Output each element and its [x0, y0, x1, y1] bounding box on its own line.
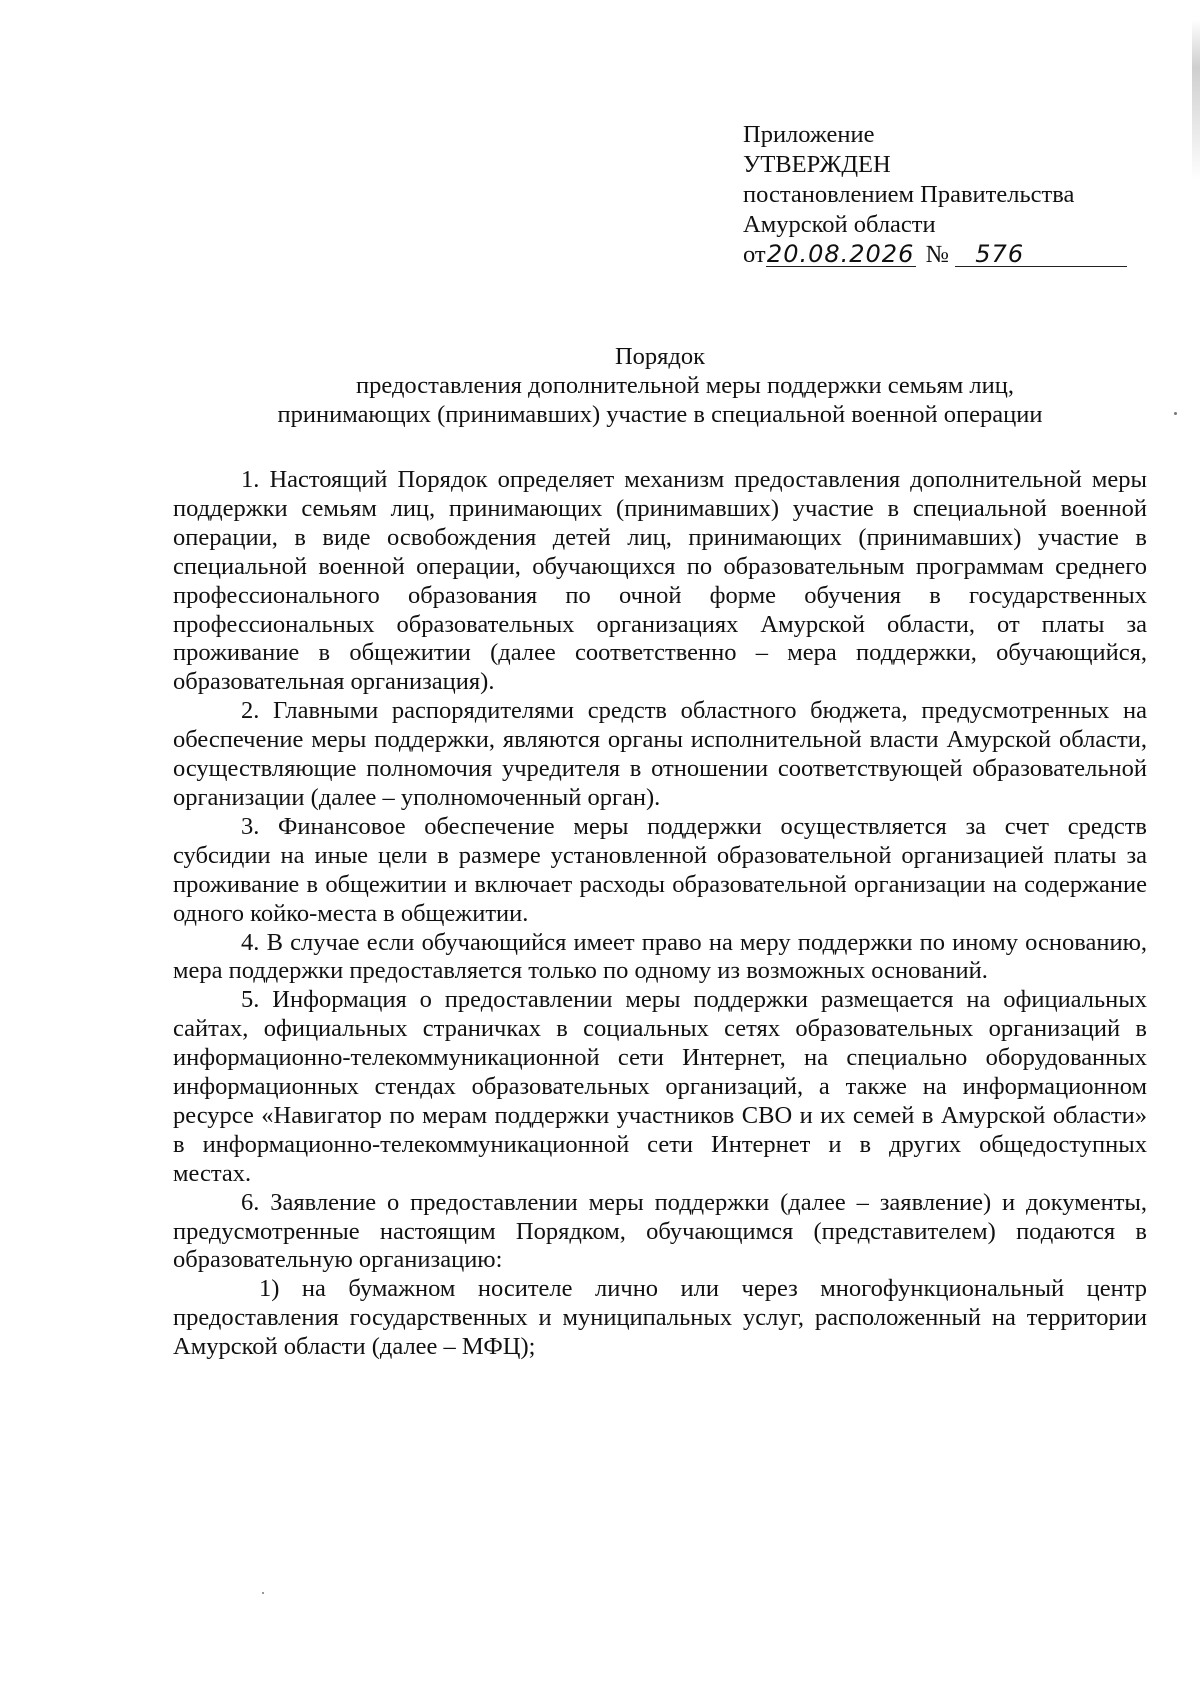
paragraph-4: 4. В случае если обучающийся имеет право на меру поддержки по иному основанию, мера поддержки предоставляется только по одному из возможных оснований.	[173, 928, 1147, 985]
approval-stamp-block	[743, 120, 1123, 274]
approval-date-number-line	[743, 240, 1123, 274]
handwritten-date: 20.08.2026	[766, 240, 915, 268]
title-line-2: предоставления дополнительной меры поддержки семьям лиц,	[356, 372, 1014, 399]
document-body	[173, 466, 1147, 1362]
scan-speck	[1174, 412, 1177, 415]
number-label: №	[925, 241, 950, 268]
paragraph-3: 3. Финансовое обеспечение меры поддержки осуществляется за счет средств субсидии на иные цели в размере установленной образовательной организацией платы за проживание в общежитии и включает расходы образовательной организации на содержание одного койко-места в общежитии.	[173, 812, 1147, 927]
title-line-3: принимающих (принимавших) участие в специальной военной операции	[277, 401, 1043, 428]
approval-line-region: Амурской области	[743, 211, 936, 238]
paragraph-1: 1. Настоящий Порядок определяет механизм предоставления дополнительной меры поддержки семьям лиц, принимающих (принимавших) участие в специальной военной операции, в виде освобождения детей лиц, принимающих (принимавших) участие в специальной военной операции, обучающихся по образовательным программам среднего профессионального образования по очной форме обучения в государственных профессиональных образовательных организациях Амурской области, от платы за проживание в общежитии (далее соответственно – мера поддержки, обучающийся, образовательная организация).	[173, 466, 1147, 696]
scan-speck	[262, 1592, 264, 1594]
approval-line-appendix: Приложение	[743, 121, 875, 148]
paragraph-6-item-1: 1) на бумажном носителе лично или через многофункциональный центр предоставления государственных и муниципальных услуг, расположенный на территории Амурской области (далее – МФЦ);	[173, 1275, 1147, 1361]
date-prefix: от	[743, 241, 766, 268]
scan-edge-shadow	[1192, 20, 1200, 180]
title-line-main: Порядок	[614, 343, 706, 370]
handwritten-number: 576	[955, 242, 1127, 267]
document-title	[170, 342, 1150, 429]
paragraph-2: 2. Главными распорядителями средств областного бюджета, предусмотренных на обеспечение меры поддержки, являются органы исполнительной власти Амурской области, осуществляющие полномочия учредителя в отношении соответствующей образовательной организации (далее – уполномоченный орган).	[173, 697, 1147, 811]
approval-line-resolution: постановлением Правительства	[743, 181, 1075, 208]
paragraph-5: 5. Информация о предоставлении меры поддержки размещается на официальных сайтах, официальных страничках в социальных сетях образовательных организаций в информационно-телекоммуникационной сети Интернет, на специально оборудованных информационных стендах образовательных организаций, а также на информационном ресурсе «Навигатор по мерам поддержки участников СВО и их семей в Амурской области» в информационно-телекоммуникационной сети Интернет и в других общедоступных местах.	[173, 986, 1147, 1187]
approval-line-approved: УТВЕРЖДЕН	[743, 151, 891, 178]
paragraph-6: 6. Заявление о предоставлении меры поддержки (далее – заявление) и документы, предусмотренные настоящим Порядком, обучающимся (представителем) подаются в образовательную организацию:	[173, 1188, 1147, 1274]
